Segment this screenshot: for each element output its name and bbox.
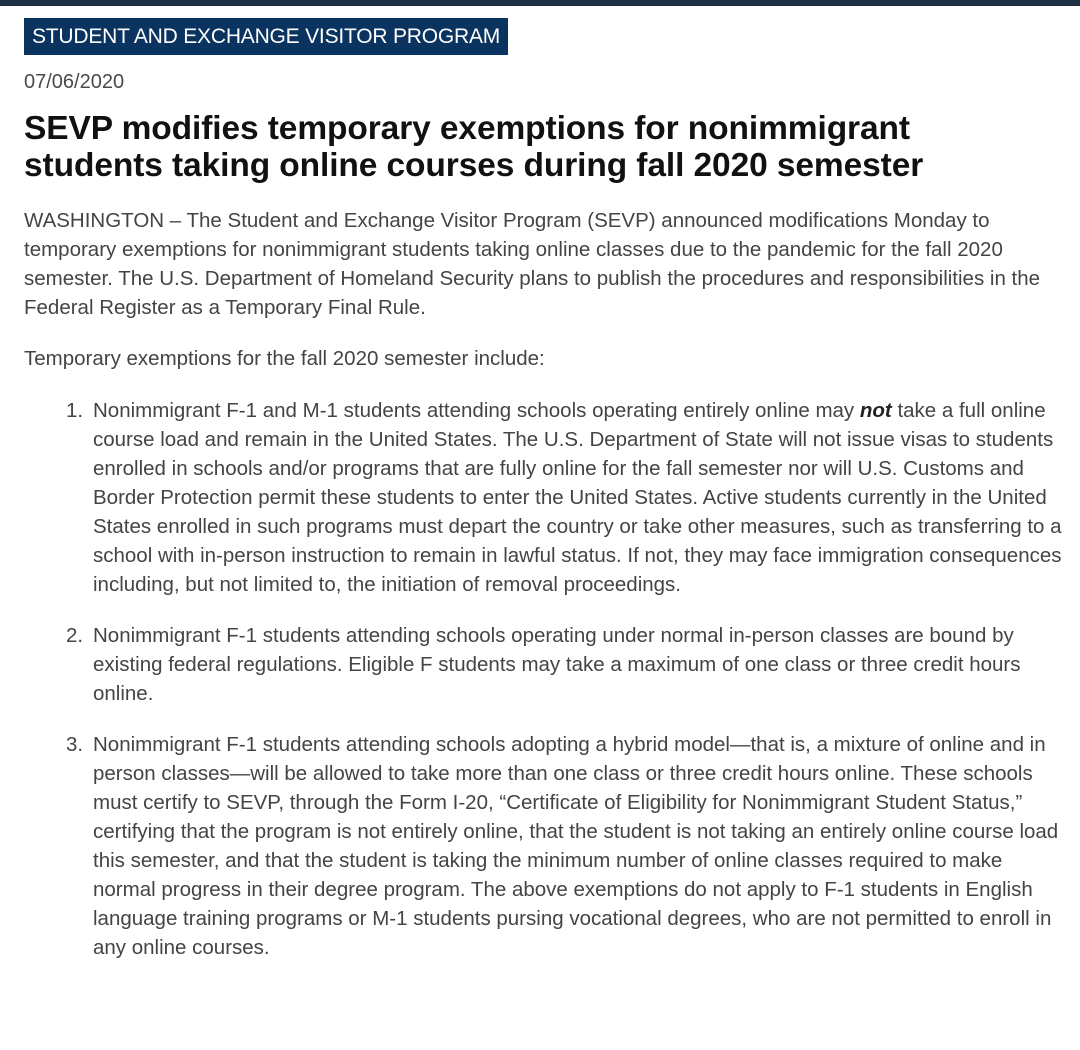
- list-item: [66, 396, 1069, 599]
- publish-date: 07/06/2020: [24, 71, 125, 93]
- list-item-text: Nonimmigrant F-1 students attending schools operating under normal in-person classes are bound by existing federal regulations. Eligible F students may take a maximum of one class or three credit hours online.: [93, 624, 1021, 705]
- intro-paragraph: WASHINGTON – The Student and Exchange Visitor Program (SEVP) announced modifications Monday to temporary exemptions for nonimmigrant students taking online classes due to the pandemic for the fall 2020 semester. The U.S. Department of Homeland Security plans to publish the procedures and responsibilities in the Federal Register as a Temporary Final Rule.: [24, 209, 1041, 319]
- list-item-number: 1.: [66, 399, 84, 422]
- list-item: [66, 621, 1069, 708]
- press-release: [24, 18, 1069, 984]
- exemptions-lead-in: Temporary exemptions for the fall 2020 semester include:: [24, 347, 545, 370]
- exemptions-list: [24, 396, 1069, 962]
- list-item-number: 2.: [66, 624, 84, 647]
- list-item-text-before: Nonimmigrant F-1 and M-1 students attending schools operating entirely online may: [93, 399, 860, 422]
- list-item-text: Nonimmigrant F-1 students attending schools adopting a hybrid model—that is, a mixture of online and in person classes—will be allowed to take more than one class or three credit hours online. These schools must certify to SEVP, through the Form I-20, “Certificate of Eligibility for Nonimmigrant Student Status,” certifying that the program is not entirely online, that the student is not taking an entirely online course load this semester, and that the student is taking the minimum number of online classes required to make normal progress in their degree program. The above exemptions do not apply to F-1 students in English language training programs or M-1 students pursing vocational degrees, who are not permitted to enroll in any online courses.: [93, 733, 1059, 959]
- page-title: SEVP modifies temporary exemptions for nonimmigrant students taking online courses during fall 2020 semester: [24, 110, 924, 184]
- top-rule: [0, 0, 1080, 6]
- program-tag[interactable]: STUDENT AND EXCHANGE VISITOR PROGRAM: [24, 18, 508, 55]
- list-item-emphasis: not: [859, 399, 892, 422]
- list-item-text-after: take a full online course load and remain in the United States. The U.S. Department of State will not issue visas to students enrolled in schools and/or programs that are fully online for the fall semester nor will U.S. Customs and Border Protection permit these students to enter the United States. Active students currently in the United States enrolled in such programs must depart the country or take other measures, such as transferring to a school with in-person instruction to remain in lawful status. If not, they may face immigration consequences including, but not limited to, the initiation of removal proceedings.: [93, 399, 1062, 596]
- list-item: [66, 730, 1069, 962]
- list-item-number: 3.: [66, 733, 84, 756]
